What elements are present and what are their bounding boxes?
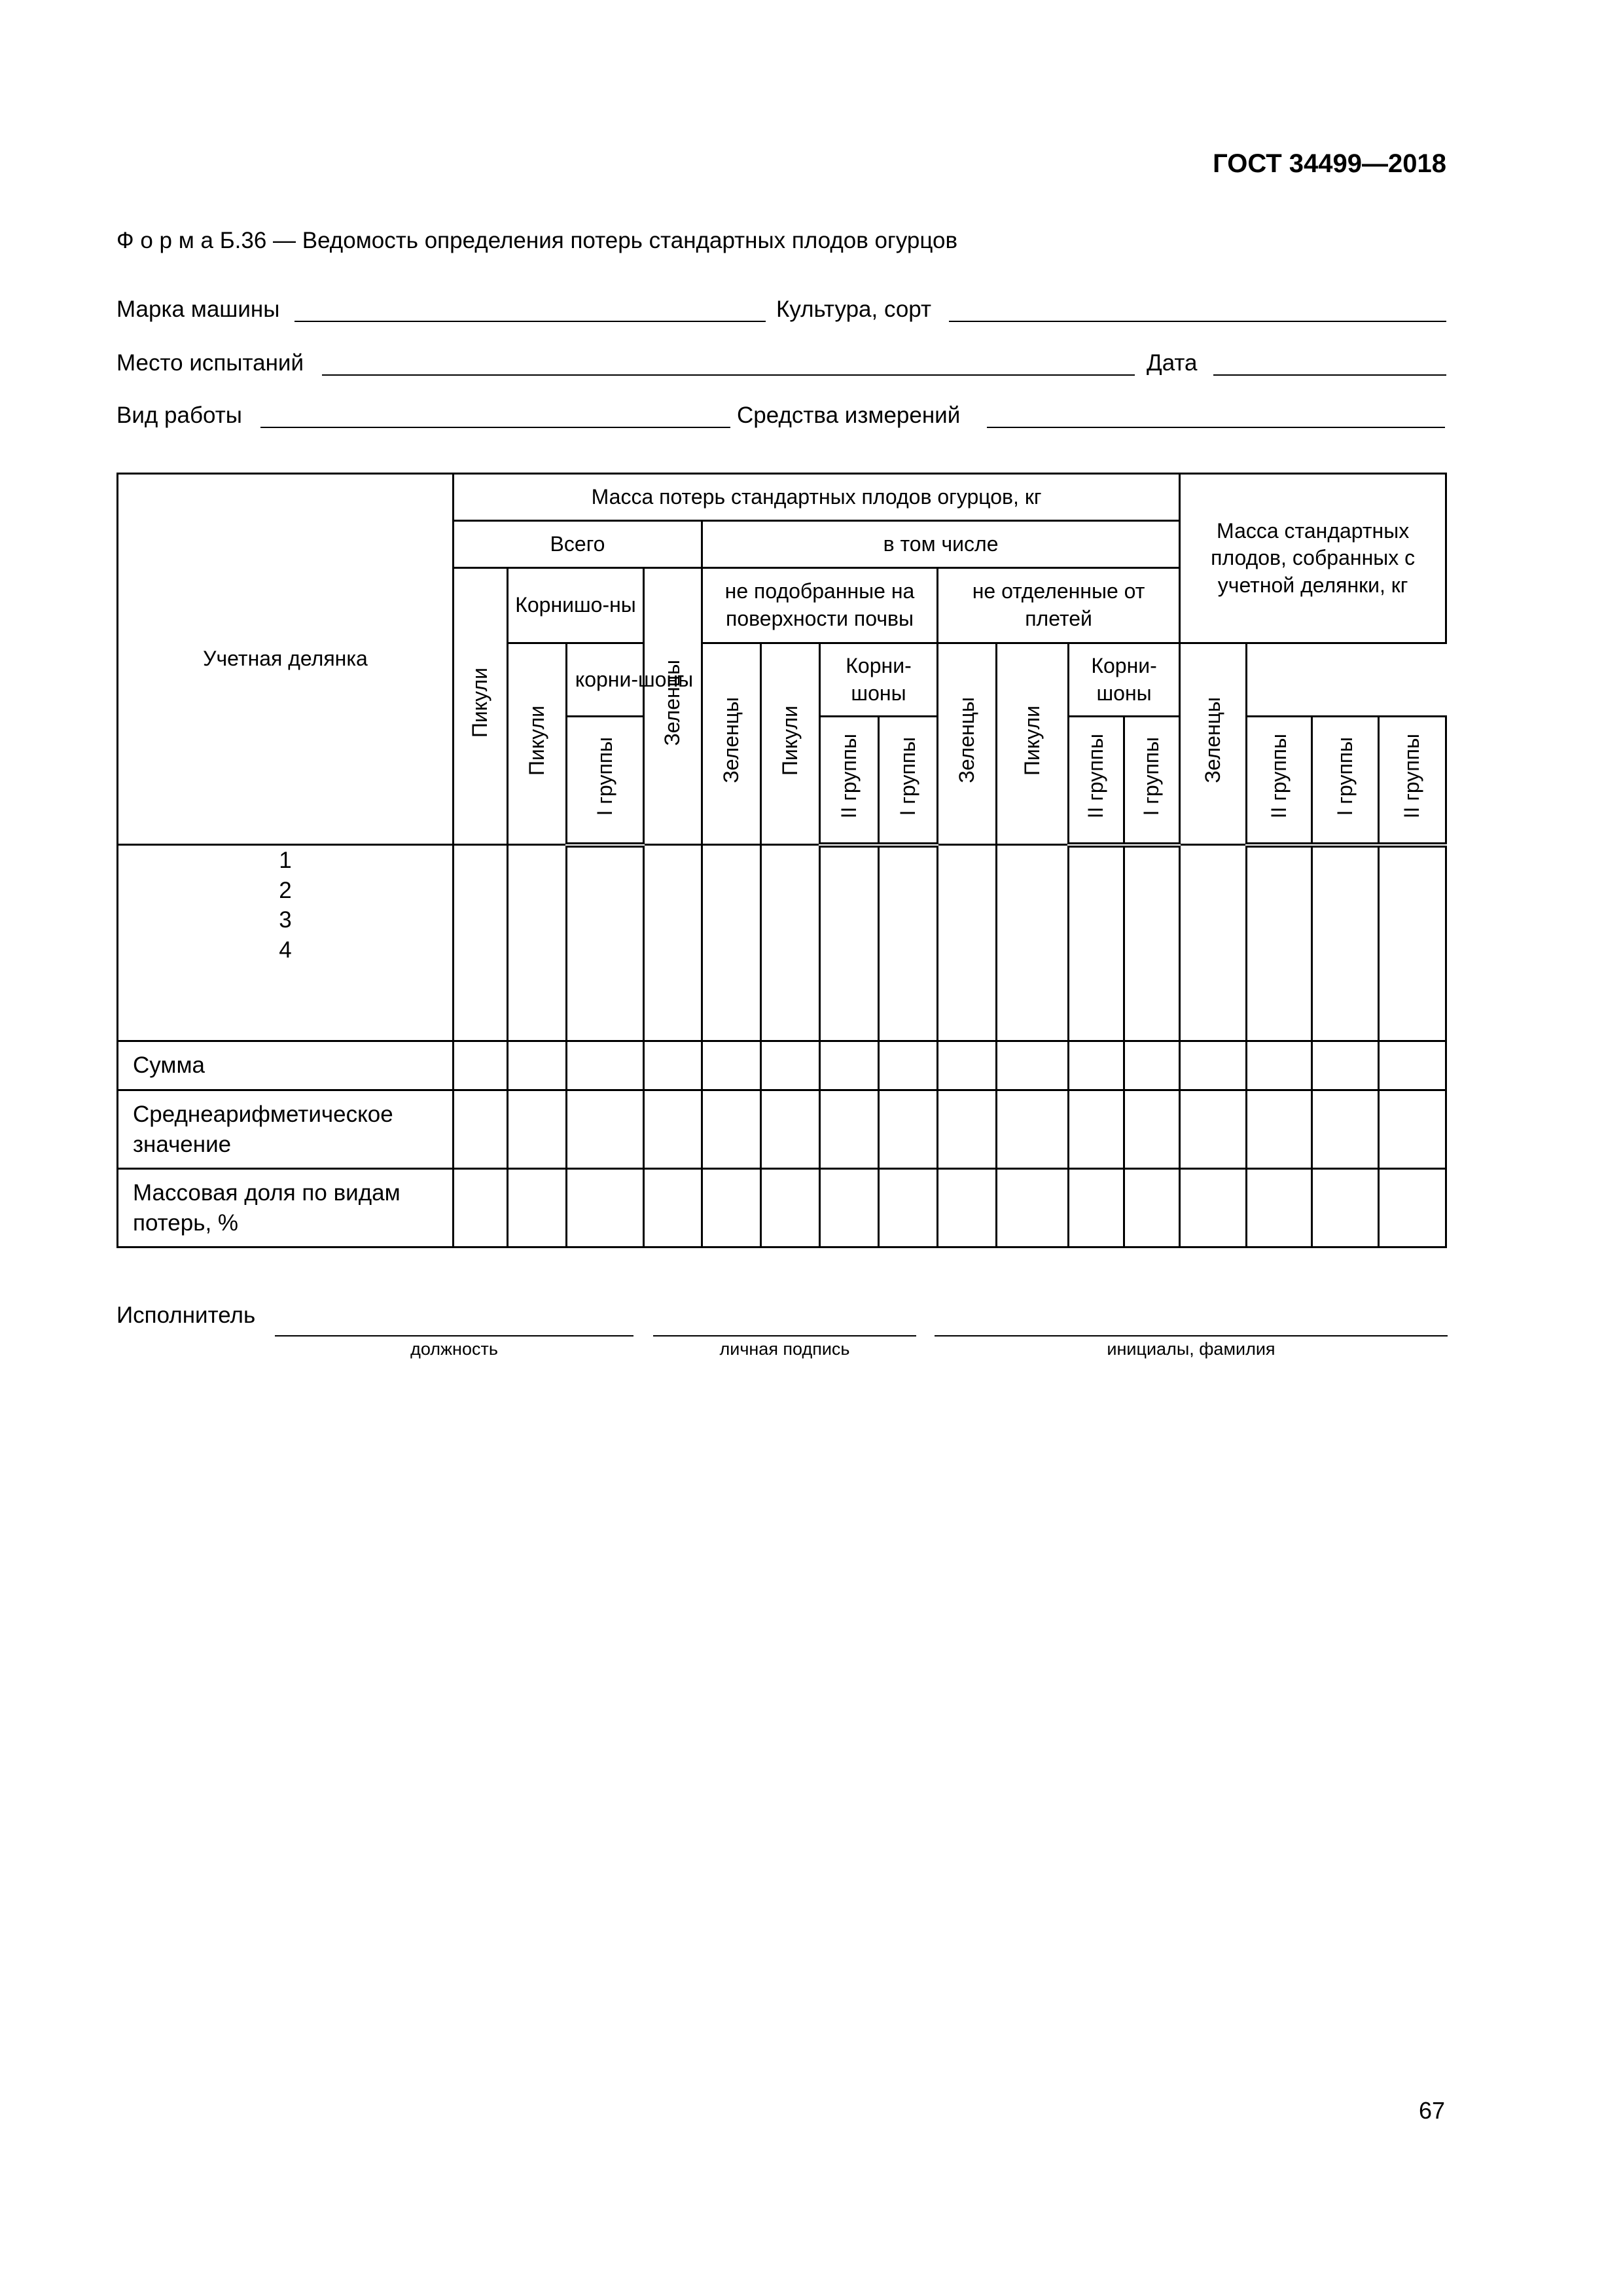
cell[interactable]	[454, 1169, 508, 1247]
col-ns-gherkins: Корни-шоны	[820, 643, 938, 717]
cell[interactable]	[997, 1090, 1069, 1169]
col-total-pickles: Пикули	[454, 568, 508, 845]
cell[interactable]	[761, 1090, 820, 1169]
cell[interactable]	[938, 1041, 997, 1090]
cell[interactable]	[820, 845, 879, 1041]
form-title: Ф о р м а Б.36 — Ведомость определения потерь стандартных плодов огурцов	[116, 228, 958, 253]
cell[interactable]	[879, 1090, 938, 1169]
loss-table	[116, 473, 1447, 1248]
plot-number: 1	[279, 848, 292, 873]
cell[interactable]	[567, 1169, 644, 1247]
col-total-gherkins: Корнишо-ны	[508, 568, 644, 643]
cell[interactable]	[820, 1169, 879, 1247]
cell[interactable]	[508, 845, 567, 1041]
col-ns-greens: Зеленцы	[938, 643, 997, 845]
cell[interactable]	[702, 1041, 761, 1090]
cell[interactable]	[644, 845, 702, 1041]
col-np-group1: I группы	[879, 717, 938, 845]
cell[interactable]	[1247, 1090, 1312, 1169]
cell[interactable]	[1247, 845, 1312, 1041]
cell[interactable]	[567, 845, 644, 1041]
cell[interactable]	[1124, 1041, 1180, 1090]
sum-row	[118, 1041, 1446, 1090]
cell[interactable]	[1312, 1169, 1379, 1247]
date-label: Дата	[1147, 350, 1198, 376]
col-col-group2: II группы	[1379, 717, 1446, 845]
initials-caption: инициалы, фамилия	[1107, 1339, 1275, 1359]
cell[interactable]	[1069, 1169, 1124, 1247]
cell[interactable]	[702, 1090, 761, 1169]
col-np-group2: II группы	[1069, 717, 1124, 845]
cell[interactable]	[1379, 1169, 1446, 1247]
cell[interactable]	[1180, 1169, 1247, 1247]
cell[interactable]	[508, 1090, 567, 1169]
cell[interactable]	[454, 1090, 508, 1169]
cell[interactable]	[1069, 1041, 1124, 1090]
cell[interactable]	[1124, 845, 1180, 1041]
cell[interactable]	[454, 1041, 508, 1090]
cell[interactable]	[508, 1169, 567, 1247]
cell[interactable]	[567, 1090, 644, 1169]
cell[interactable]	[1069, 1090, 1124, 1169]
signature-caption: личная подпись	[719, 1339, 850, 1359]
work-type-line[interactable]	[260, 427, 730, 428]
cell[interactable]	[997, 845, 1069, 1041]
cell[interactable]	[938, 1090, 997, 1169]
cell[interactable]	[820, 1090, 879, 1169]
mass-share-row	[118, 1169, 1446, 1247]
cell[interactable]	[997, 1169, 1069, 1247]
field-row-3	[116, 399, 1446, 432]
cell[interactable]	[1379, 1090, 1446, 1169]
measuring-tools-line[interactable]	[987, 427, 1445, 428]
cell[interactable]	[997, 1041, 1069, 1090]
collected-mass-header: Масса стандартных плодов, собранных с учетной делянки, кг	[1180, 474, 1446, 643]
cell[interactable]	[879, 1169, 938, 1247]
cell[interactable]	[761, 1041, 820, 1090]
field-row-2	[116, 347, 1446, 380]
executor-label: Исполнитель	[116, 1302, 256, 1328]
col-total-group2: II группы	[820, 717, 879, 845]
col-total-group1: I группы	[567, 717, 644, 845]
signature-line[interactable]	[653, 1335, 916, 1336]
document-code: ГОСТ 34499—2018	[1213, 149, 1446, 178]
cell[interactable]	[761, 1169, 820, 1247]
plot-number: 4	[279, 937, 292, 963]
cell[interactable]	[1180, 845, 1247, 1041]
cell[interactable]	[644, 1090, 702, 1169]
cell[interactable]	[1180, 1041, 1247, 1090]
cell[interactable]	[1312, 1090, 1379, 1169]
col-col-greens: Зеленцы	[1180, 643, 1247, 845]
field-row-1	[116, 293, 1446, 326]
cell[interactable]	[1312, 845, 1379, 1041]
plot-numbers	[118, 845, 454, 1041]
cell[interactable]	[1247, 1041, 1312, 1090]
col-np-greens: Зеленцы	[702, 643, 761, 845]
cell[interactable]	[1124, 1090, 1180, 1169]
col-np-pickles: Пикули	[508, 643, 567, 845]
cell[interactable]	[508, 1041, 567, 1090]
not-picked-header: не подобранные на поверхности почвы	[702, 568, 938, 643]
cell[interactable]	[1069, 845, 1124, 1041]
cell[interactable]	[702, 845, 761, 1041]
work-type-label: Вид работы	[116, 403, 242, 428]
including-header: в том числе	[702, 521, 1180, 568]
machine-brand-line[interactable]	[294, 321, 766, 322]
cell[interactable]	[1124, 1169, 1180, 1247]
page-number: 67	[1418, 2097, 1445, 2124]
machine-brand-label: Марка машины	[116, 296, 280, 322]
position-line[interactable]	[275, 1335, 633, 1336]
date-line[interactable]	[1213, 374, 1446, 376]
cell[interactable]	[644, 1041, 702, 1090]
measuring-tools-label: Средства измерений	[737, 403, 961, 428]
total-header: Всего	[454, 521, 702, 568]
col-col-gherkins: Корни-шоны	[1069, 643, 1180, 717]
col-ns-group1: I группы	[1124, 717, 1180, 845]
crop-variety-line[interactable]	[949, 321, 1446, 322]
loss-mass-header: Масса потерь стандартных плодов огурцов, кг	[454, 474, 1180, 521]
cell[interactable]	[644, 1169, 702, 1247]
col-total-greens: Зеленцы	[644, 568, 702, 845]
plot-number: 2	[279, 877, 292, 903]
cell[interactable]	[761, 845, 820, 1041]
cell[interactable]	[938, 1169, 997, 1247]
cell[interactable]	[567, 1041, 644, 1090]
test-place-label: Место испытаний	[116, 350, 304, 376]
sum-label: Сумма	[118, 1041, 454, 1090]
cell[interactable]	[879, 845, 938, 1041]
position-caption: должность	[410, 1339, 498, 1359]
cell[interactable]	[702, 1169, 761, 1247]
cell[interactable]	[1180, 1090, 1247, 1169]
not-separated-header: не отделенные от плетей	[938, 568, 1180, 643]
col-np-gherkins: корни-шоны	[567, 643, 702, 717]
plot-header: Учетная делянка	[118, 474, 454, 845]
col-col-pickles: Пикули	[997, 643, 1069, 845]
cell[interactable]	[1312, 1041, 1379, 1090]
plots-row	[118, 845, 1446, 1041]
col-ns-group2: II группы	[1247, 717, 1312, 845]
col-col-group1: I группы	[1312, 717, 1379, 845]
mean-row	[118, 1090, 1446, 1169]
initials-line[interactable]	[935, 1335, 1448, 1336]
cell[interactable]	[820, 1041, 879, 1090]
cell[interactable]	[1379, 845, 1446, 1041]
test-place-line[interactable]	[322, 374, 1135, 376]
col-ns-pickles: Пикули	[761, 643, 820, 845]
cell[interactable]	[1379, 1041, 1446, 1090]
mean-label: Среднеарифметическое значение	[118, 1090, 454, 1169]
crop-variety-label: Культура, сорт	[776, 296, 932, 322]
cell[interactable]	[938, 845, 997, 1041]
cell[interactable]	[454, 845, 508, 1041]
cell[interactable]	[879, 1041, 938, 1090]
cell[interactable]	[1247, 1169, 1312, 1247]
mass-share-label: Массовая доля по видам потерь, %	[118, 1169, 454, 1247]
plot-number: 3	[279, 907, 292, 933]
